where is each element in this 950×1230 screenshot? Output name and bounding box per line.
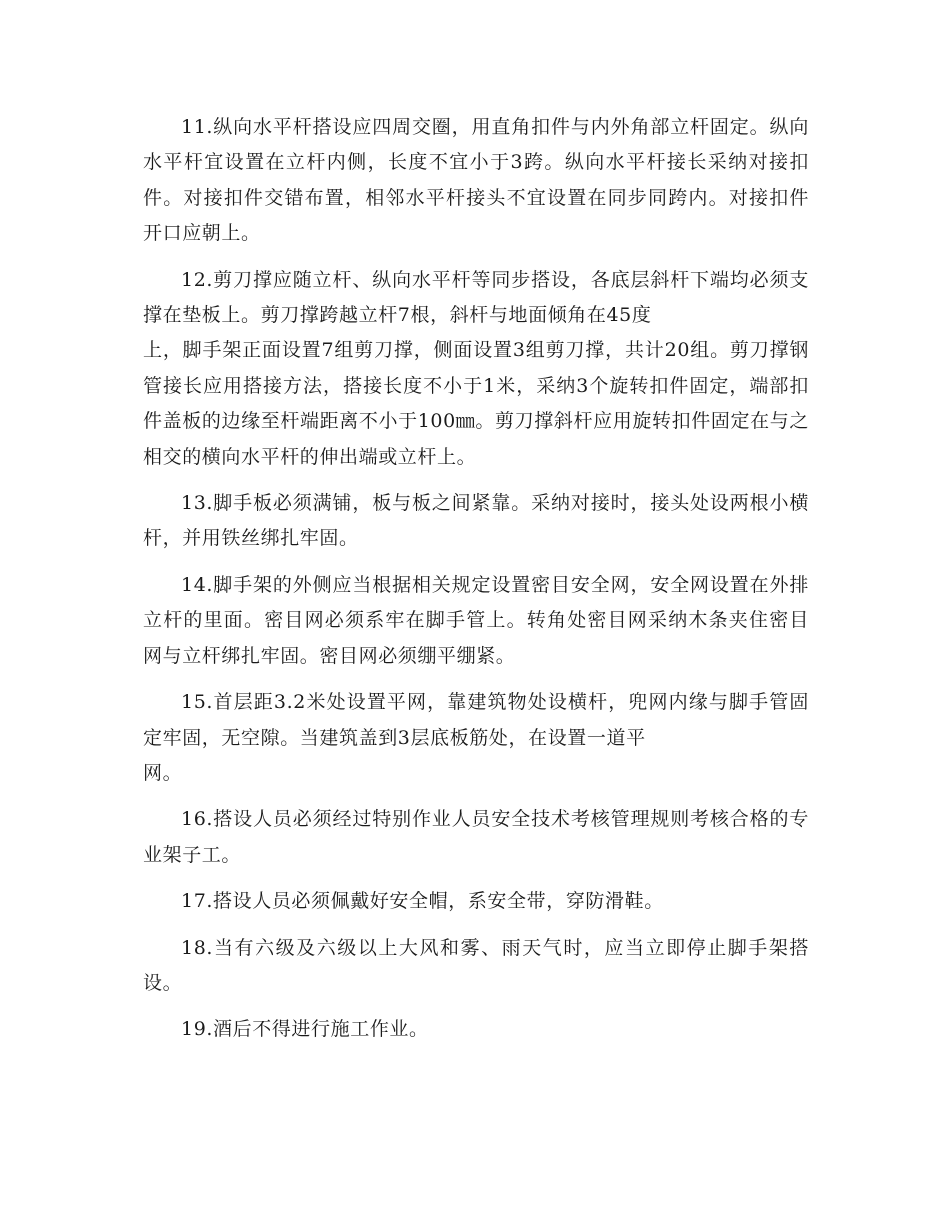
paragraph-item-14 (143, 568, 809, 674)
paragraph-text: 16.搭设人员必须经过特别作业人员安全技术考核管理规则考核合格的专业架子工。 (143, 808, 809, 866)
paragraph-text: 19.酒后不得进行施工作业。 (181, 1018, 429, 1041)
paragraph-text: 18.当有六级及六级以上大风和雾、雨天气时，应当立即停止脚手架搭设。 (143, 936, 809, 994)
paragraph-text: 12.剪刀撑应随立杆、纵向水平杆等同步搭设，各底层斜杆下端均必须支撑在垫板上。剪刀撑跨越立杆7根，斜杆与地面倾角在45度 上，脚手架正面设置7组剪刀撑，侧面设置3组剪刀撑，共计20组。剪刀撑钢管接长应用搭接方法，搭接长度不小于1米，采纳3个旋转扣件固定，端部扣件盖板的边缘至杆端距离不小于100㎜。剪刀撑斜杆应用旋转扣件固定在与之相交的横向水平杆的伸出端或立杆上。 (143, 268, 809, 468)
document-body (143, 110, 809, 1048)
paragraph-item-13 (143, 486, 809, 557)
paragraph-item-16 (143, 802, 809, 873)
paragraph-item-19 (143, 1012, 809, 1047)
paragraph-text: 15.首层距3.2米处设置平网，靠建筑物处设横杆，兜网内缘与脚手管固定牢固，无空隙。当建筑盖到3层底板筋处，在设置一道平 网。 (143, 691, 809, 784)
paragraph-text: 13.脚手板必须满铺，板与板之间紧靠。采纳对接时，接头处设两根小横杆，并用铁丝绑扎牢固。 (143, 492, 809, 550)
paragraph-item-15 (143, 685, 809, 791)
paragraph-text: 11.纵向水平杆搭设应四周交圈，用直角扣件与内外角部立杆固定。纵向水平杆宜设置在立杆内侧，长度不宜小于3跨。纵向水平杆接长采纳对接扣件。对接扣件交错布置，相邻水平杆接头不宜设置在同步同跨内。对接扣件开口应朝上。 (143, 116, 809, 245)
paragraph-item-11 (143, 110, 809, 252)
paragraph-item-17 (143, 884, 809, 919)
paragraph-text: 14.脚手架的外侧应当根据相关规定设置密目安全网，安全网设置在外排立杆的里面。密目网必须系牢在脚手管上。转角处密目网采纳木条夹住密目网与立杆绑扎牢固。密目网必须绷平绷紧。 (143, 573, 809, 667)
paragraph-item-18 (143, 931, 809, 1002)
paragraph-text: 17.搭设人员必须佩戴好安全帽，系安全带，穿防滑鞋。 (181, 890, 664, 913)
paragraph-item-12 (143, 263, 809, 475)
